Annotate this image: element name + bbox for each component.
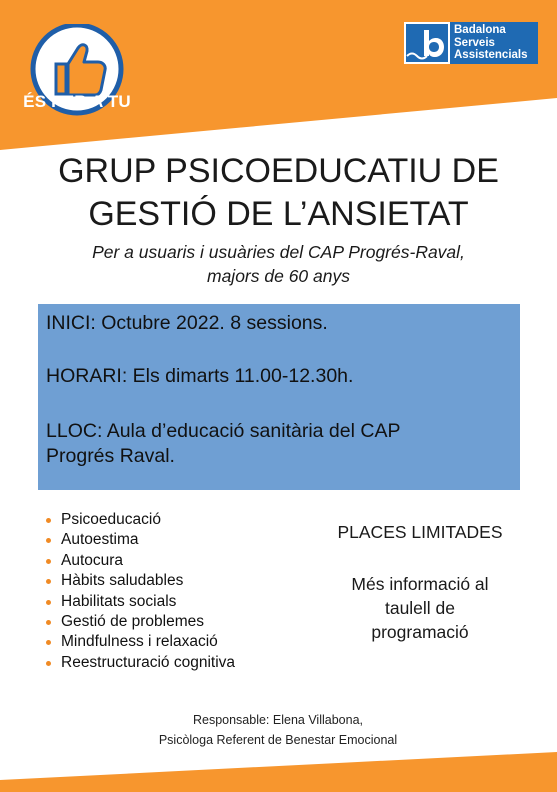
topic-label: Gestió de problemes [61,613,205,631]
list-item [44,510,235,530]
responsible-text [78,710,478,750]
badalona-logo [404,22,538,64]
title-line-2: GESTIÓ DE L’ANSIETAT [88,195,469,233]
responsible-line-2: Psicòloga Referent de Benestar Emocional [158,733,398,747]
bullet-icon [46,518,51,523]
list-item [44,551,235,571]
more-info-text [320,572,520,644]
bottom-orange-band [0,752,557,792]
logo-line-1: Badalona [454,24,506,36]
thumbs-up-icon [18,24,136,142]
bullet-icon [46,600,51,605]
bullet-icon [46,579,51,584]
badge-slogan: ÉS PER A TU [23,92,131,111]
bullet-icon [46,661,51,666]
list-item [44,612,235,632]
more-info-line-2: taulell de [384,598,456,618]
location-text-line-2: Progrés Raval. [46,445,175,467]
more-info-line-3: programació [371,622,469,642]
limited-places-text: PLACES LIMITADES [337,522,503,542]
location-text-line-1: LLOC: Aula d’educació sanitària del CAP [46,420,401,442]
topics-list [44,510,235,673]
bullet-icon [46,559,51,564]
logo-line-2: Serveis [454,36,495,49]
list-item [44,653,235,673]
subtitle-line-2: majors de 60 anys [207,266,350,286]
topic-label: Autocura [61,551,124,569]
title-line-1: GRUP PSICOEDUCATIU DE [58,152,499,190]
schedule-text: HORARI: Els dimarts 11.00-12.30h. [46,365,354,387]
badalona-b-icon [404,22,450,64]
topic-label: Hàbits saludables [61,572,184,590]
bullet-icon [46,620,51,625]
subtitle-line-1: Per a usuaris i usuàries del CAP Progrés-Raval, [92,242,465,262]
page-title [20,150,537,236]
info-box [38,304,520,490]
list-item [44,592,235,612]
logo-text [454,24,528,62]
responsible-line-1: Responsable: Elena Villabona, [192,713,364,727]
topic-label: Autoestima [61,531,139,549]
list-item [44,571,235,591]
list-item [44,632,235,652]
bullet-icon [46,538,51,543]
topic-label: Mindfulness i relaxació [61,633,218,651]
topic-label: Habilitats socials [61,592,177,610]
list-item [44,530,235,550]
page-subtitle [20,240,537,288]
topic-label: Reestructuració cognitiva [61,653,236,671]
logo-line-3: Assistencials [454,49,528,61]
more-info-line-1: Més informació al [351,574,489,594]
bullet-icon [46,640,51,645]
topic-label: Psicoeducació [61,511,161,528]
start-date-text: INICI: Octubre 2022. 8 sessions. [46,312,328,334]
